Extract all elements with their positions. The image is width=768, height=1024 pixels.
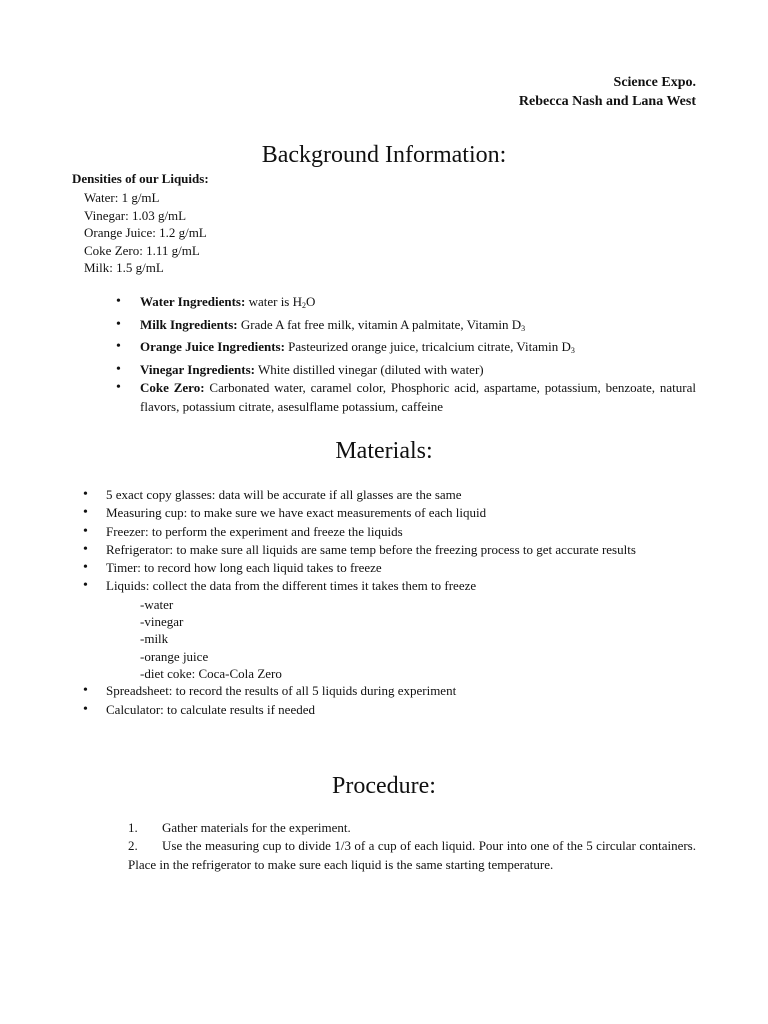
densities-list <box>84 189 207 277</box>
liquids-sublist <box>83 596 696 682</box>
event-name: Science Expo. <box>613 75 696 90</box>
material-item: • Timer: to record how long each liquid takes to freeze <box>83 559 696 577</box>
material-item: • Spreadsheet: to record the results of all 5 liquids during experiment <box>83 682 696 700</box>
procedure-list <box>128 819 696 874</box>
step-number: 1. <box>128 820 138 835</box>
material-item: • Refrigerator: to make sure all liquids are same temp before the freezing process to get accurate results <box>83 541 696 559</box>
step-text: Gather materials for the experiment. <box>162 820 351 835</box>
ingredient-item <box>116 293 696 316</box>
material-item: • Liquids: collect the data from the different times it takes them to freeze <box>83 577 696 595</box>
ingredient-item <box>116 316 696 339</box>
materials-title: Materials: <box>335 438 433 464</box>
ingredient-item <box>116 338 696 361</box>
material-item: • Freezer: to perform the experiment and freeze the liquids <box>83 523 696 541</box>
ingredient-label: Vinegar Ingredients: <box>140 361 255 377</box>
density-item: Vinegar: 1.03 g/mL <box>84 207 187 223</box>
density-item: Coke Zero: 1.11 g/mL <box>84 242 200 258</box>
liquid-item: -vinegar <box>140 614 184 630</box>
ingredient-label: Water Ingredients: <box>140 294 246 309</box>
density-item: Orange Juice: 1.2 g/mL <box>84 225 207 240</box>
ingredient-text: Pasteurized orange juice, tricalcium citrate, Vitamin D <box>284 339 571 354</box>
ingredient-text-after: O <box>306 294 316 309</box>
ingredients-list <box>116 293 696 416</box>
liquid-item: -milk <box>140 631 169 647</box>
subscript: 3 <box>521 323 526 333</box>
procedure-step <box>128 837 696 874</box>
ingredient-text: water is H <box>245 294 303 309</box>
liquid-item: -diet coke: Coca-Cola Zero <box>140 665 282 681</box>
liquid-item: -water <box>140 596 174 612</box>
step-text: Use the measuring cup to divide 1/3 of a cup of each liquid. Pour into one of the 5 circular containers. Place in the refrigerator to make sure each liquid is the same starting temperature. <box>128 838 696 872</box>
ingredient-label: Coke Zero: <box>140 380 205 395</box>
ingredient-label: Orange Juice Ingredients: <box>140 339 285 354</box>
ingredient-item <box>116 361 696 380</box>
density-item: Milk: 1.5 g/mL <box>84 260 164 275</box>
procedure-step <box>128 819 696 837</box>
material-item: • Measuring cup: to make sure we have exact measurements of each liquid <box>83 504 696 522</box>
procedure-title: Procedure: <box>332 773 436 799</box>
densities-heading: Densities of our Liquids: <box>72 171 209 186</box>
ingredient-item <box>116 379 696 416</box>
background-title: Background Information: <box>261 142 507 168</box>
ingredient-text: White distilled vinegar (diluted with water) <box>254 361 484 377</box>
ingredient-text: Grade A fat free milk, vitamin A palmitate, Vitamin D <box>237 316 522 332</box>
materials-list <box>83 486 696 719</box>
header-block <box>519 73 696 111</box>
material-item: • 5 exact copy glasses: data will be accurate if all glasses are the same <box>83 486 696 504</box>
ingredient-label: Milk Ingredients: <box>140 316 238 332</box>
liquid-item: -orange juice <box>140 648 209 664</box>
density-item: Water: 1 g/mL <box>84 190 160 205</box>
step-number: 2. <box>128 838 138 854</box>
subscript: 3 <box>570 346 575 355</box>
material-item: • Calculator: to calculate results if needed <box>83 701 696 719</box>
authors: Rebecca Nash and Lana West <box>518 94 696 109</box>
subscript: 2 <box>302 301 307 310</box>
ingredient-text: Carbonated water, caramel color, Phosphoric acid, aspartame, potassium, benzoate, natural flavors, potassium citrate, asesulflame potassium, caffeine <box>140 380 696 414</box>
